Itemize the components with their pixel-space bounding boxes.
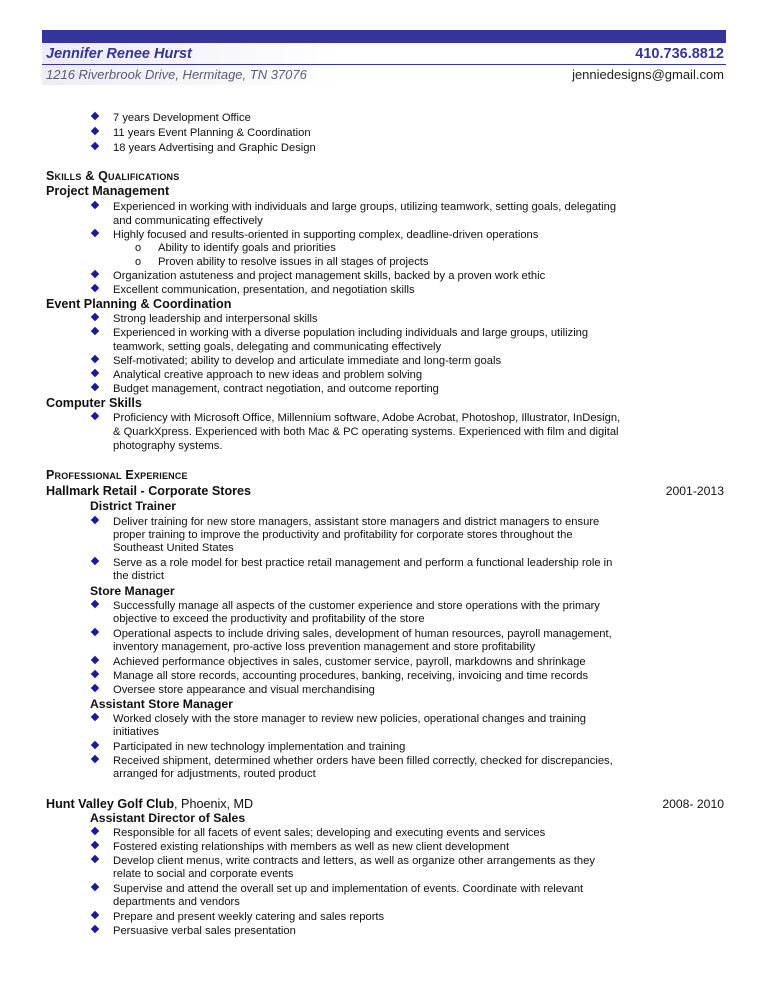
employment-dates: 2008- 2010 (662, 797, 724, 811)
bullet-icon (91, 270, 99, 278)
bullet-icon (91, 656, 99, 664)
company-name: Hallmark Retail - Corporate Stores (46, 484, 252, 498)
bullet-text: Deliver training for new store managers, assistant store managers and district managers to ensure (113, 516, 600, 528)
email-address[interactable]: jenniedesigns@gmail.com (572, 67, 724, 82)
section-title-experience: Professional Experience (46, 468, 188, 482)
bullet-text: Worked closely with the store manager to review new policies, operational changes and training (113, 713, 587, 725)
bullet-icon (91, 925, 99, 933)
bullet-icon (91, 383, 99, 391)
bullet-text: Experienced in working with individuals and large groups, utilizing teamwork, setting goals, delegating (113, 201, 617, 213)
sub-bullet-icon: o (135, 256, 142, 268)
bullet-text: Develop client menus, write contracts and letters, as well as organize other arrangements as they (113, 855, 595, 867)
bullet-text: Operational aspects to include driving sales, development of human resources, payroll management, (113, 628, 612, 640)
bullet-text: proper training to improve the productivity and profitability for corporate stores throughout the (113, 529, 573, 541)
applicant-name: Jennifer Renee Hurst (46, 46, 192, 62)
section-title-skills: Skills & Qualifications (46, 169, 180, 183)
bullet-text: relate to social and corporate events (113, 868, 294, 880)
bullet-text: Budget management, contract negotiation, and outcome reporting (113, 383, 439, 395)
subsection-title: Event Planning & Coordination (46, 297, 232, 311)
job-title: Assistant Store Manager (90, 697, 233, 711)
summary-item: 18 years Advertising and Graphic Design (113, 142, 316, 154)
bullet-icon (91, 284, 99, 292)
bullet-text: the district (113, 570, 164, 582)
bullet-text: objective to exceed the productivity and profitability of the store (113, 613, 425, 625)
bullet-icon (91, 713, 99, 721)
bullet-icon (91, 127, 99, 135)
header-divider (42, 64, 726, 65)
bullet-text: departments and vendors (113, 896, 240, 908)
bullet-text: photography systems. (113, 440, 223, 452)
bullet-text: Analytical creative approach to new ideas and problem solving (113, 369, 423, 381)
bullet-icon (91, 841, 99, 849)
bullet-icon (91, 670, 99, 678)
job-title: Store Manager (90, 584, 175, 598)
bullet-text: Excellent communication, presentation, and negotiation skills (113, 284, 415, 296)
bullet-icon (91, 313, 99, 321)
bullet-text: Received shipment, determined whether orders have been filled correctly, checked for discrepancies, (113, 755, 613, 767)
bullet-text: Prepare and present weekly catering and sales reports (113, 911, 385, 923)
company-location: , Phoenix, MD (174, 797, 254, 811)
bullet-text: Responsible for all facets of event sales; developing and executing events and services (113, 827, 546, 839)
summary-item: 11 years Event Planning & Coordination (113, 127, 311, 139)
header-bar (42, 30, 726, 43)
bullet-text: Achieved performance objectives in sales, customer service, payroll, markdowns and shrinkage (113, 656, 586, 668)
bullet-text: and communicating effectively (113, 215, 263, 227)
bullet-icon (91, 684, 99, 692)
bullet-text: Participated in new technology implementation and training (113, 741, 406, 753)
company-name (46, 797, 253, 811)
sub-bullet-icon: o (135, 242, 142, 254)
employment-dates: 2001-2013 (665, 484, 724, 498)
bullet-text: Ability to identify goals and priorities (158, 242, 336, 254)
bullet-icon (91, 355, 99, 363)
bullet-icon (91, 827, 99, 835)
bullet-text: Supervise and attend the overall set up and implementation of events. Coordinate with relevant (113, 883, 584, 895)
bullet-text: Self-motivated; ability to develop and articulate immediate and long-term goals (113, 355, 502, 367)
address: 1216 Riverbrook Drive, Hermitage, TN 37076 (46, 67, 307, 82)
company-name-text: Hunt Valley Golf Club (46, 797, 175, 811)
bullet-icon (91, 600, 99, 608)
bullet-icon (91, 229, 99, 237)
phone-number: 410.736.8812 (635, 46, 724, 62)
bullet-icon (91, 412, 99, 420)
bullet-text: Experienced in working with a diverse population including individuals and large groups, utilizing (113, 327, 589, 339)
bullet-icon (91, 557, 99, 565)
bullet-text: initiatives (113, 726, 160, 738)
bullet-text: Serve as a role model for best practice retail management and perform a functional leadership role in (113, 557, 613, 569)
bullet-text: Manage all store records, accounting procedures, banking, receiving, invoicing and time records (113, 670, 589, 682)
bullet-text: Fostered existing relationships with members as well as new client development (113, 841, 510, 853)
subsection-title: Project Management (46, 184, 170, 198)
bullet-text: Oversee store appearance and visual merchandising (113, 684, 375, 696)
bullet-text: & QuarkXpress. Experienced with both Mac & PC operating systems. Experienced with film and digital (113, 426, 619, 438)
subsection-title: Computer Skills (46, 396, 142, 410)
bullet-text: Persuasive verbal sales presentation (113, 925, 296, 937)
bullet-icon (91, 201, 99, 209)
bullet-text: Proficiency with Microsoft Office, Millennium software, Adobe Acrobat, Photoshop, Illustrator, InDesign, (113, 412, 621, 424)
bullet-icon (91, 142, 99, 150)
bullet-text: teamwork, setting goals, delegating and communicating effectively (113, 341, 442, 353)
bullet-text: Highly focused and results-oriented in supporting complex, deadline-driven operations (113, 229, 539, 241)
bullet-text: arranged for adjustments, routed product (113, 768, 316, 780)
bullet-icon (91, 369, 99, 377)
bullet-icon (91, 516, 99, 524)
bullet-text: inventory management, pro-active loss prevention management and store profitability (113, 641, 536, 653)
bullet-icon (91, 855, 99, 863)
bullet-icon (91, 112, 99, 120)
job-title: Assistant Director of Sales (90, 811, 246, 825)
summary-item: 7 years Development Office (113, 112, 251, 124)
bullet-text: Organization astuteness and project management skills, backed by a proven work ethic (113, 270, 546, 282)
bullet-icon (91, 755, 99, 763)
bullet-text: Successfully manage all aspects of the customer experience and store operations with the primary (113, 600, 600, 612)
bullet-icon (91, 327, 99, 335)
bullet-text: Southeast United States (113, 542, 234, 554)
job-title: District Trainer (90, 499, 177, 513)
bullet-icon (91, 628, 99, 636)
bullet-icon (91, 741, 99, 749)
bullet-text: Proven ability to resolve issues in all stages of projects (158, 256, 429, 268)
bullet-icon (91, 911, 99, 919)
bullet-icon (91, 883, 99, 891)
bullet-text: Strong leadership and interpersonal skills (113, 313, 318, 325)
